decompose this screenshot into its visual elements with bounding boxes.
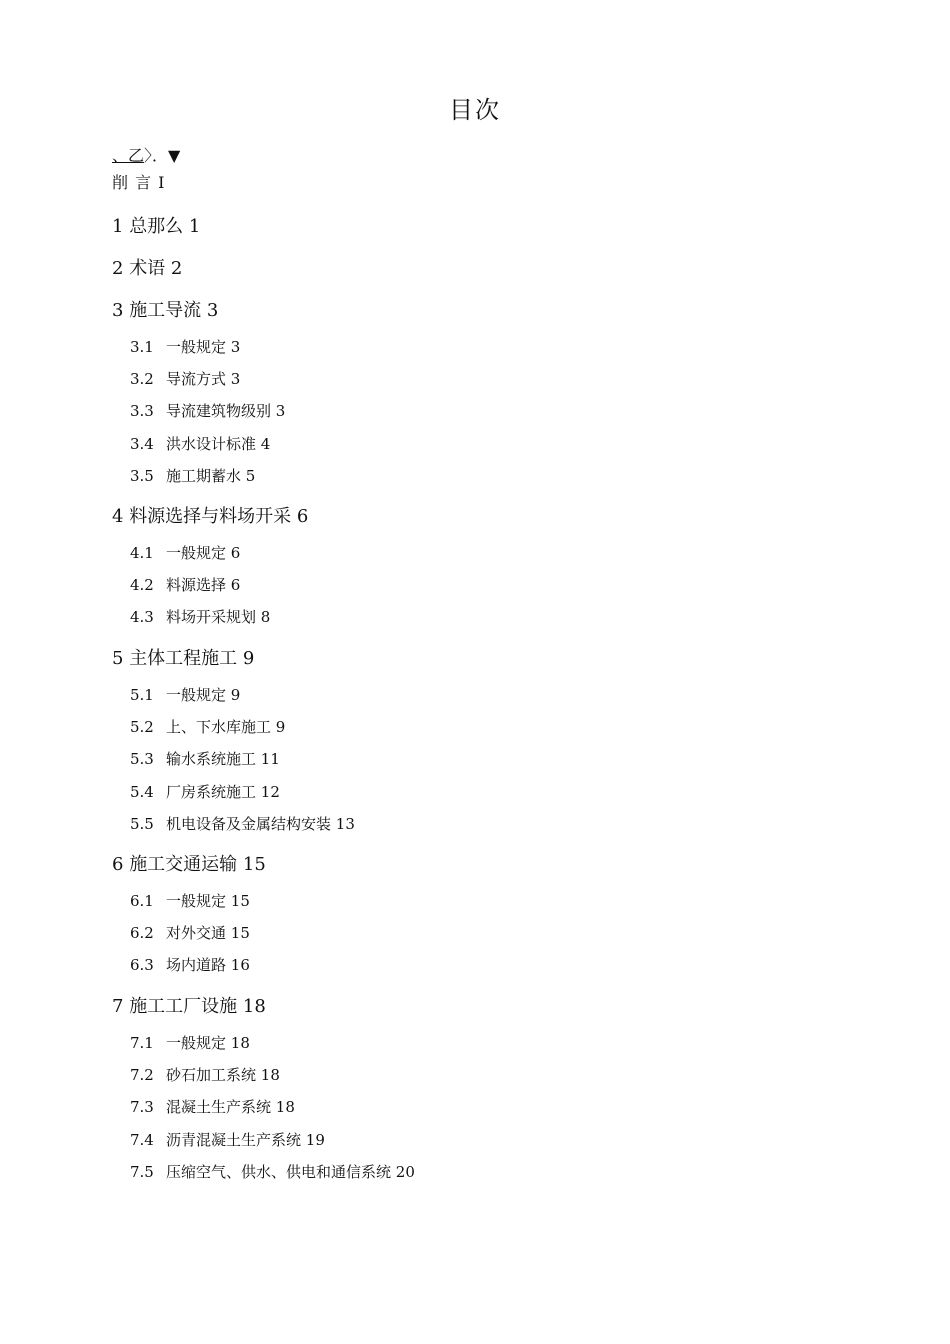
- section-page-number: 9: [275, 718, 286, 737]
- chapter-number: 6: [112, 854, 124, 875]
- chapter-title: 总那么: [129, 216, 184, 237]
- toc-section-entry[interactable]: [130, 465, 255, 486]
- section-page-number: 4: [260, 434, 271, 453]
- artifact-text: 〉．▼: [144, 146, 181, 165]
- section-number: 5.3: [130, 750, 154, 769]
- chapter-page-number: 2: [170, 258, 183, 279]
- chapter-number: 4: [112, 506, 124, 527]
- chapter-page-number: 9: [242, 648, 255, 669]
- chapter-title: 施工工厂设施: [129, 996, 238, 1017]
- artifact-text-underlined: 、乙: [112, 146, 145, 165]
- section-number: 7.5: [130, 1162, 154, 1181]
- section-number: 4.3: [130, 608, 154, 627]
- toc-chapter-entry[interactable]: [112, 644, 254, 670]
- toc-section-entry[interactable]: [130, 1032, 250, 1053]
- section-title: 对外交通: [166, 924, 227, 943]
- section-page-number: 19: [305, 1130, 325, 1149]
- section-title: 上、下水库施工: [166, 718, 272, 737]
- section-number: 4.1: [130, 544, 154, 562]
- section-title: 料源选择: [166, 576, 227, 595]
- section-title: 施工期蓄水: [166, 466, 242, 485]
- section-number: 3.5: [130, 466, 154, 485]
- section-page-number: 18: [275, 1098, 295, 1117]
- toc-chapter-entry[interactable]: [112, 254, 182, 280]
- toc-section-entry[interactable]: [130, 606, 270, 627]
- toc-chapter-entry[interactable]: [112, 850, 266, 876]
- section-page-number: 5: [245, 466, 256, 485]
- section-number: 3.4: [130, 434, 154, 453]
- toc-section-entry[interactable]: [130, 1064, 280, 1085]
- chapter-title: 主体工程施工: [129, 648, 238, 669]
- section-title: 压缩空气、供水、供电和通信系统: [166, 1162, 392, 1181]
- section-page-number: 18: [260, 1066, 280, 1085]
- chapter-number: 1: [112, 216, 124, 237]
- section-page-number: 16: [230, 956, 250, 975]
- toc-section-entry[interactable]: [130, 368, 240, 389]
- toc-section-entry[interactable]: [130, 574, 240, 595]
- section-title: 场内道路: [166, 956, 227, 975]
- section-page-number: 13: [335, 814, 355, 833]
- section-page-number: 8: [260, 608, 271, 627]
- chapter-title: 施工交通运输: [129, 854, 238, 875]
- section-number: 7.3: [130, 1098, 154, 1117]
- section-title: 一般规定: [166, 544, 227, 562]
- toc-preface-entry: 削 言 I: [112, 173, 166, 192]
- section-title: 一般规定: [166, 892, 227, 910]
- section-title: 沥青混凝土生产系统: [166, 1130, 302, 1149]
- toc-section-entry[interactable]: [130, 684, 240, 705]
- toc-section-entry[interactable]: [130, 748, 280, 769]
- toc-section-entry[interactable]: [130, 781, 280, 802]
- toc-section-entry[interactable]: [130, 1161, 415, 1182]
- section-number: 6.3: [130, 956, 154, 975]
- page-title: 目次: [449, 96, 501, 124]
- section-number: 5.4: [130, 782, 154, 801]
- chapter-page-number: 1: [188, 216, 201, 237]
- section-title: 料场开采规划: [166, 608, 257, 627]
- section-number: 5.2: [130, 718, 154, 737]
- section-page-number: 3: [230, 338, 241, 356]
- section-title: 一般规定: [166, 686, 227, 704]
- chapter-page-number: 15: [242, 854, 266, 875]
- section-page-number: 11: [260, 750, 280, 769]
- section-page-number: 3: [230, 370, 241, 389]
- section-number: 6.2: [130, 924, 154, 943]
- section-number: 6.1: [130, 892, 154, 910]
- toc-section-entry[interactable]: [130, 813, 355, 834]
- section-title: 导流建筑物级别: [166, 402, 272, 421]
- chapter-number: 5: [112, 648, 124, 669]
- toc-section-entry[interactable]: [130, 922, 250, 943]
- section-page-number: 20: [395, 1162, 415, 1181]
- chapter-number: 3: [112, 300, 124, 321]
- section-number: 3.1: [130, 338, 154, 356]
- chapter-title: 施工导流: [129, 300, 202, 321]
- section-title: 洪水设计标准: [166, 434, 257, 453]
- toc-section-entry[interactable]: [130, 400, 285, 421]
- toc-section-entry[interactable]: [130, 433, 270, 454]
- section-page-number: 9: [230, 686, 241, 704]
- chapter-page-number: 18: [242, 996, 266, 1017]
- section-page-number: 18: [230, 1034, 250, 1052]
- chapter-page-number: 3: [206, 300, 219, 321]
- toc-section-entry[interactable]: [130, 954, 250, 975]
- section-title: 混凝土生产系统: [166, 1098, 272, 1117]
- section-page-number: 15: [230, 892, 250, 910]
- section-number: 3.3: [130, 402, 154, 421]
- toc-section-entry[interactable]: [130, 542, 240, 563]
- section-number: 5.5: [130, 814, 154, 833]
- toc-section-entry[interactable]: [130, 1129, 325, 1150]
- section-title: 一般规定: [166, 338, 227, 356]
- scan-artifact-line: [112, 143, 180, 166]
- section-number: 7.2: [130, 1066, 154, 1085]
- section-number: 3.2: [130, 370, 154, 389]
- chapter-number: 2: [112, 258, 124, 279]
- toc-chapter-entry[interactable]: [112, 502, 308, 528]
- toc-chapter-entry[interactable]: [112, 296, 218, 322]
- toc-chapter-entry[interactable]: [112, 212, 200, 238]
- section-number: 5.1: [130, 686, 154, 704]
- section-number: 7.1: [130, 1034, 154, 1052]
- section-page-number: 15: [230, 924, 250, 943]
- section-page-number: 6: [230, 544, 241, 562]
- section-title: 输水系统施工: [166, 750, 257, 769]
- toc-section-entry[interactable]: [130, 890, 250, 911]
- chapter-page-number: 6: [296, 506, 309, 527]
- chapter-title: 料源选择与料场开采: [129, 506, 292, 527]
- toc-section-entry[interactable]: [130, 1096, 295, 1117]
- toc-section-entry[interactable]: [130, 716, 285, 737]
- section-number: 7.4: [130, 1130, 154, 1149]
- section-title: 砂石加工系统: [166, 1066, 257, 1085]
- chapter-title: 术语: [129, 258, 166, 279]
- section-title: 一般规定: [166, 1034, 227, 1052]
- toc-chapter-entry[interactable]: [112, 992, 266, 1018]
- section-page-number: 6: [230, 576, 241, 595]
- section-title: 厂房系统施工: [166, 782, 257, 801]
- toc-section-entry[interactable]: [130, 336, 240, 357]
- section-title: 导流方式: [166, 370, 227, 389]
- section-page-number: 3: [275, 402, 286, 421]
- section-page-number: 12: [260, 782, 280, 801]
- section-title: 机电设备及金属结构安装: [166, 814, 332, 833]
- section-number: 4.2: [130, 576, 154, 595]
- chapter-number: 7: [112, 996, 124, 1017]
